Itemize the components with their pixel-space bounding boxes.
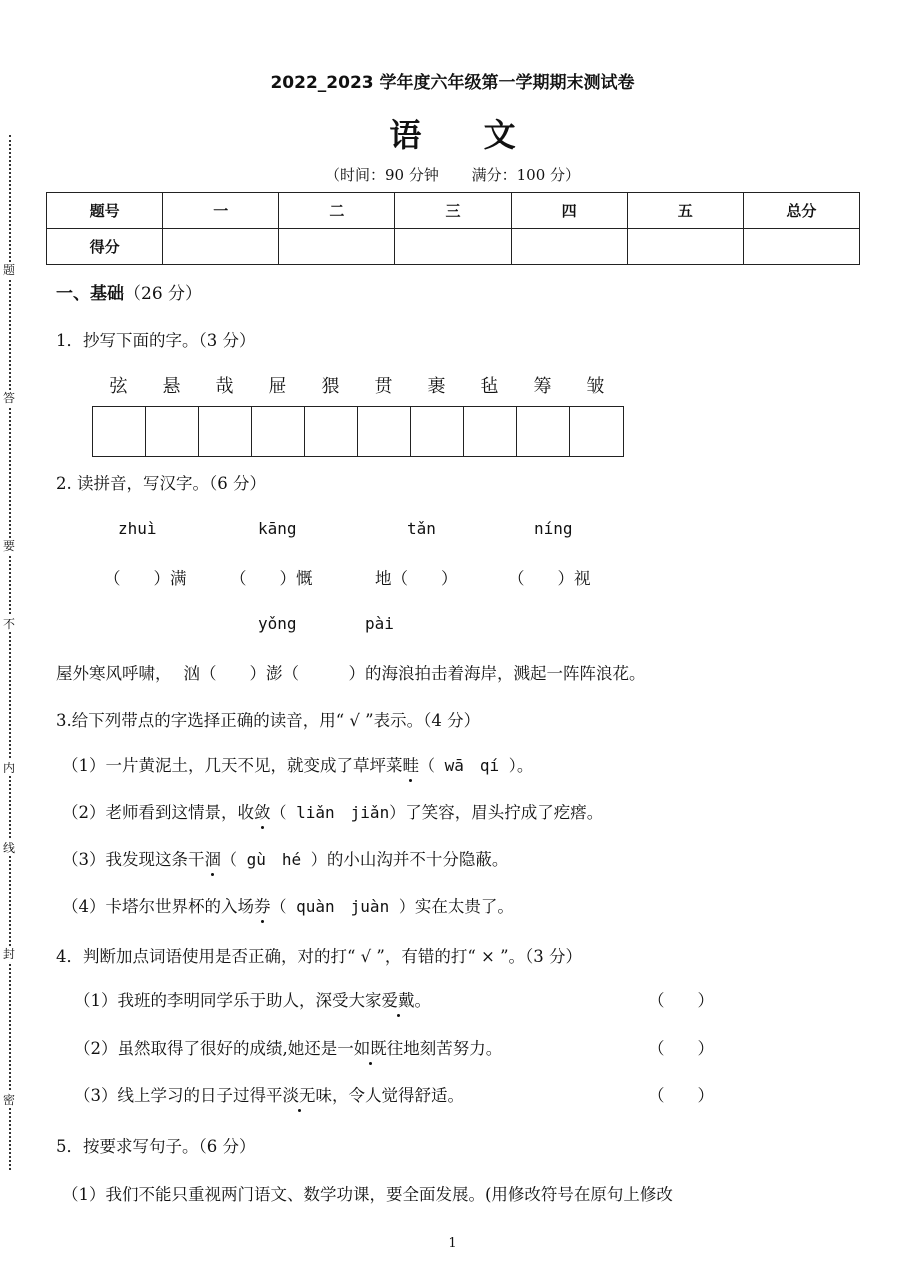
copy-char: 屉 [268, 376, 287, 397]
answer-blank[interactable]: （ ） [648, 1086, 714, 1105]
binding-char: 封 [2, 947, 15, 961]
item-text: 。 [414, 991, 431, 1010]
binding-char: 内 [2, 761, 15, 775]
score-cell[interactable] [163, 229, 279, 265]
pronunciation-item [62, 846, 508, 870]
copy-char: 皱 [586, 376, 605, 397]
table-cell: 得分 [47, 229, 163, 265]
dotted-char: 敛 [254, 803, 271, 822]
dotted-word: 一如既往 [337, 1039, 404, 1058]
binding-dotted-line [9, 135, 11, 1170]
copy-char: 裹 [427, 376, 446, 397]
question-2-prompt: 2. 读拼音，写汉字。（6 分） [56, 474, 266, 493]
subject-title [0, 110, 905, 156]
fill-blank-word[interactable]: 地（ ） [375, 569, 458, 588]
table-cell: 一 [163, 193, 279, 229]
binding-char: 线 [2, 841, 15, 855]
writing-box[interactable] [358, 407, 411, 456]
question-1-prompt: 1．抄写下面的字。（3 分） [56, 331, 256, 350]
judgement-item [74, 1035, 502, 1059]
pinyin-options[interactable]: （ wā qí ） [419, 756, 517, 775]
item-text: ，令人觉得舒适。 [332, 1086, 464, 1105]
answer-blank[interactable]: （ ） [648, 1039, 714, 1058]
pinyin: níng [534, 519, 573, 538]
item-text: （1）我班的李明同学乐于助人，深受大家 [74, 991, 382, 1010]
writing-box[interactable] [93, 407, 146, 456]
pinyin: pài [365, 614, 394, 633]
pinyin-options[interactable]: （ gù hé ） [221, 850, 327, 869]
item-text: （3）我发现这条干 [62, 850, 205, 869]
item-text: （1）一片黄泥土，几天不见，就变成了草坪菜 [62, 756, 403, 775]
subject-char: 文 [483, 116, 516, 154]
item-text: （2）老师看到这情景，收 [62, 803, 254, 822]
item-text: 地刻苦努力。 [403, 1039, 503, 1058]
pinyin: kāng [258, 519, 297, 538]
sentence-task: （1）我们不能只重视两门语文、数学功课，要全面发展。(用修改符号在原句上修改 [62, 1185, 673, 1204]
copy-char: 弦 [109, 376, 128, 397]
writing-box[interactable] [517, 407, 570, 456]
writing-box[interactable] [199, 407, 252, 456]
copy-char: 猥 [321, 376, 340, 397]
table-cell: 四 [511, 193, 627, 229]
dotted-word: 爱戴 [381, 991, 415, 1010]
table-row [47, 229, 860, 265]
exam-title: 2022_2023 学年度六年级第一学期期末测试卷 [270, 73, 635, 93]
question-3-prompt: 3.给下列带点的字选择正确的读音，用“ √ ”表示。（4 分） [56, 711, 481, 730]
fill-blank-word[interactable]: （ ）满 [104, 569, 187, 588]
table-cell: 题号 [47, 193, 163, 229]
binding-char: 题 [2, 263, 15, 277]
writing-boxes [92, 406, 624, 457]
pinyin-options[interactable]: （ quàn juàn ） [270, 897, 415, 916]
question-5-prompt: 5．按要求写句子。（6 分） [56, 1137, 256, 1156]
item-text: 实在太贵了。 [414, 897, 514, 916]
judgement-item [74, 987, 431, 1011]
copy-char: 筹 [533, 376, 552, 397]
sentence-part[interactable]: 汹（ ）澎（ ）的海浪拍击着海岸，溅起一阵阵浪花。 [183, 664, 646, 683]
copy-char: 悬 [162, 376, 181, 397]
exam-time: （时间：90 分钟 [324, 166, 439, 184]
item-text: 。 [516, 756, 534, 775]
score-table [46, 192, 860, 265]
table-cell: 总分 [743, 193, 859, 229]
section-label: 一、基础 [56, 284, 124, 304]
full-score: 满分：100 分） [471, 166, 581, 184]
dotted-char: 券 [254, 897, 271, 916]
score-cell[interactable] [279, 229, 395, 265]
copy-chars-row [92, 372, 622, 398]
table-cell: 三 [395, 193, 511, 229]
binding-char: 答 [2, 391, 15, 405]
writing-box[interactable] [146, 407, 199, 456]
score-cell[interactable] [627, 229, 743, 265]
subject-char: 语 [389, 116, 422, 154]
score-cell[interactable] [395, 229, 511, 265]
writing-box[interactable] [252, 407, 305, 456]
page-number: 1 [448, 1236, 457, 1251]
section-heading [56, 279, 202, 304]
fill-blank-sentence [56, 660, 646, 684]
dotted-char: 畦 [402, 756, 419, 775]
dotted-char: 涸 [204, 850, 221, 869]
table-cell: 五 [627, 193, 743, 229]
score-cell[interactable] [511, 229, 627, 265]
writing-box[interactable] [464, 407, 517, 456]
question-4-prompt: 4．判断加点词语使用是否正确，对的打“ √ ”，有错的打“ × ”。（3 分） [56, 947, 583, 966]
pinyin-options[interactable]: （ liǎn jiǎn） [270, 803, 406, 822]
dotted-word: 平淡无味 [266, 1086, 332, 1105]
binding-char: 要 [2, 539, 15, 553]
pinyin: tǎn [407, 519, 436, 538]
pinyin: zhuì [118, 519, 157, 538]
item-text: （3）线上学习的日子过得 [74, 1086, 266, 1105]
sentence-part: 屋外寒风呼啸， [56, 664, 172, 683]
copy-char: 贯 [374, 376, 393, 397]
binding-char: 不 [2, 617, 15, 631]
writing-box[interactable] [411, 407, 464, 456]
copy-char: 毡 [480, 376, 499, 397]
copy-char: 哉 [215, 376, 234, 397]
fill-blank-word[interactable]: （ ）视 [508, 569, 591, 588]
table-cell: 二 [279, 193, 395, 229]
pinyin: yǒng [258, 614, 297, 633]
writing-box[interactable] [305, 407, 358, 456]
pronunciation-item [62, 799, 603, 823]
item-text: 的小山沟并不十分隐蔽。 [326, 850, 509, 869]
fill-blank-word[interactable]: （ ）慨 [230, 569, 313, 588]
writing-box[interactable] [570, 407, 623, 456]
binding-char: 密 [2, 1093, 15, 1107]
item-text: 了笑容，眉头拧成了疙瘩。 [405, 803, 604, 822]
item-text: （2）虽然取得了很好的成绩,她还是 [74, 1039, 338, 1058]
table-row [47, 193, 860, 229]
judgement-item [74, 1082, 464, 1106]
time-info [0, 164, 905, 185]
pronunciation-item [62, 893, 514, 917]
item-text: （4）卡塔尔世界杯的入场 [62, 897, 254, 916]
answer-blank[interactable]: （ ） [648, 991, 714, 1010]
pronunciation-item [62, 752, 533, 776]
score-cell[interactable] [743, 229, 859, 265]
section-score: （26 分） [124, 284, 203, 304]
